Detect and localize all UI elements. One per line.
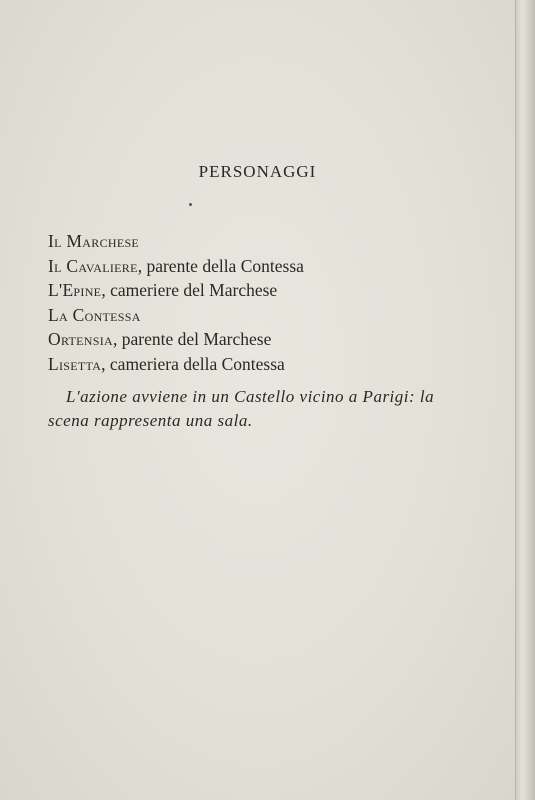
character-name: Il Cavaliere (48, 255, 138, 276)
character-item (48, 303, 304, 328)
page-edge-divider (515, 0, 516, 800)
character-item (48, 327, 304, 352)
ornament-dot (189, 203, 192, 206)
character-name: Il Marchese (48, 231, 140, 251)
character-description: , parente della Contessa (137, 255, 304, 276)
character-item (48, 278, 304, 303)
character-list (48, 229, 304, 377)
character-item (48, 352, 304, 377)
character-description: , cameriera della Contessa (101, 353, 285, 374)
page-title: PERSONAGGI (198, 162, 317, 181)
character-item (48, 229, 304, 254)
character-item (48, 254, 304, 279)
character-description: , cameriere del Marchese (101, 280, 278, 301)
character-name: Lisetta (48, 353, 102, 374)
page-edge (515, 0, 535, 800)
character-name: Ortensia (48, 329, 113, 350)
character-name: L'Epine (48, 280, 102, 301)
character-description: , parente del Marchese (112, 329, 272, 350)
character-name: La Contessa (48, 304, 141, 325)
setting-note: L'azione avviene in un Castello vicino a Parigi: la scena rappresenta una sala. (48, 387, 435, 430)
